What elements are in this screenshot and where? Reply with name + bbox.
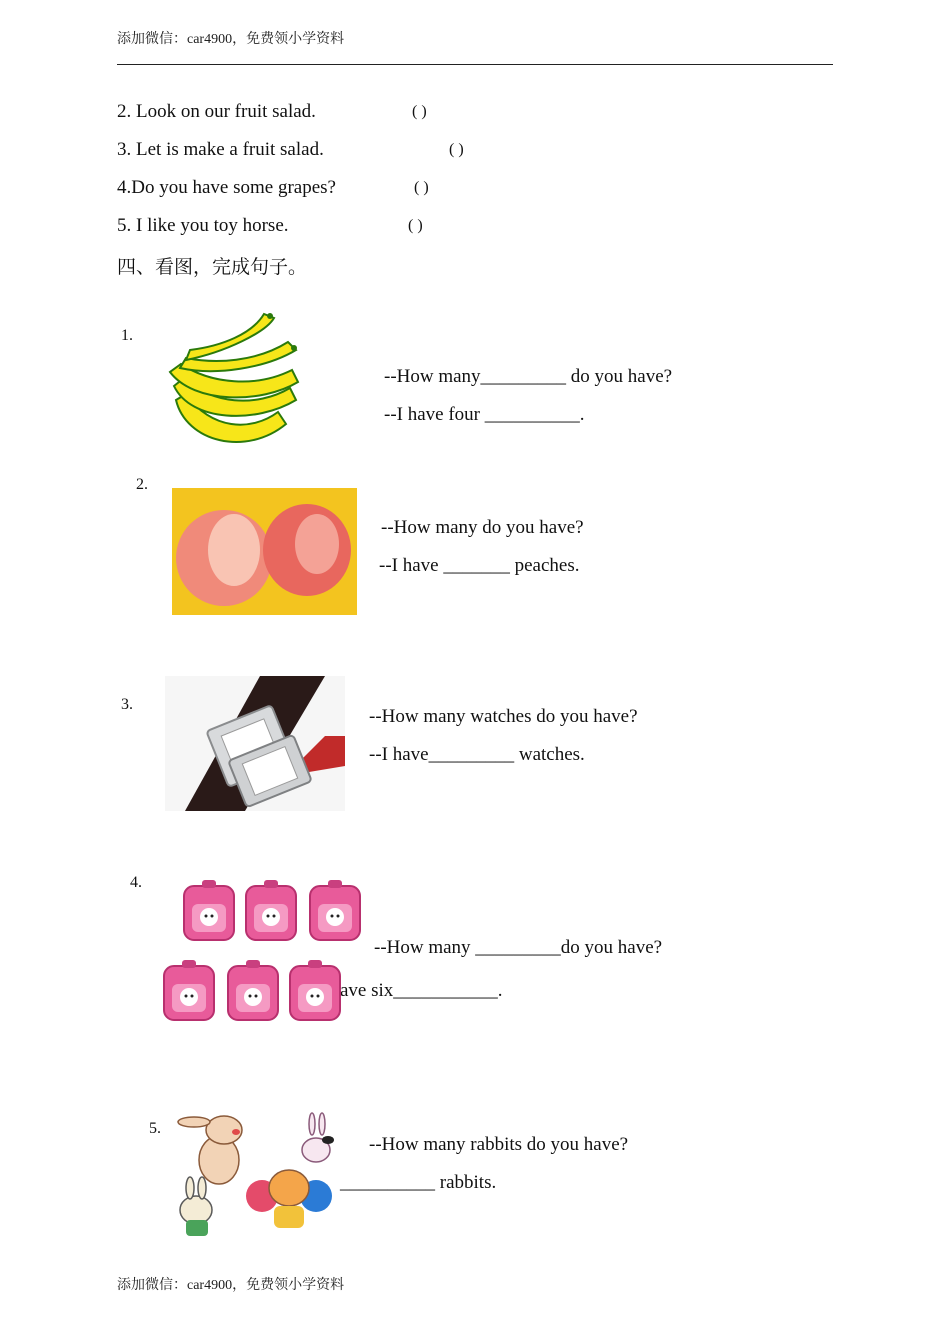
item-2-question: --How many do you have?: [381, 517, 584, 538]
bananas-picture: [156, 312, 306, 457]
schoolbags-picture: [158, 878, 368, 1023]
rabbits-picture: [164, 1110, 344, 1245]
exercise-5-text: 5. I like you toy horse.: [117, 215, 289, 236]
page-footer: 添加微信：car4900，免费领小学资料: [117, 1278, 345, 1293]
item-4-question: --How many _________do you have?: [374, 937, 663, 958]
item-3-number: 3.: [121, 696, 133, 713]
exercise-4-text: 4.Do you have some grapes?: [117, 177, 336, 198]
watches-picture: [165, 676, 345, 811]
exercise-2-answer-paren[interactable]: ( ): [412, 103, 427, 120]
item-1-number: 1.: [121, 327, 133, 344]
peaches-picture: [172, 488, 357, 615]
item-1-question: --How many_________ do you have?: [384, 366, 673, 387]
item-3-question: --How many watches do you have?: [369, 706, 638, 727]
exercise-3-answer-paren[interactable]: ( ): [449, 141, 464, 158]
item-4-number: 4.: [130, 874, 142, 891]
exercise-5-answer-paren[interactable]: ( ): [408, 217, 423, 234]
item-4-answer: ave six___________.: [340, 980, 503, 1001]
item-3-answer: --I have_________ watches.: [369, 744, 585, 765]
item-1-answer: --I have four __________.: [384, 404, 585, 425]
item-2-answer: --I have _______ peaches.: [379, 555, 580, 576]
item-5-answer: __________ rabbits.: [340, 1172, 497, 1193]
page-header: 添加微信：car4900，免费领小学资料: [117, 32, 345, 47]
exercise-4-answer-paren[interactable]: ( ): [414, 179, 429, 196]
section-4-title: 四、看图，完成句子。: [117, 256, 308, 278]
header-rule: [117, 64, 833, 65]
item-2-number: 2.: [136, 476, 148, 493]
item-5-number: 5.: [149, 1120, 161, 1137]
item-5-question: --How many rabbits do you have?: [369, 1134, 629, 1155]
exercise-3-text: 3. Let is make a fruit salad.: [117, 139, 324, 160]
exercise-2-text: 2. Look on our fruit salad.: [117, 101, 316, 122]
